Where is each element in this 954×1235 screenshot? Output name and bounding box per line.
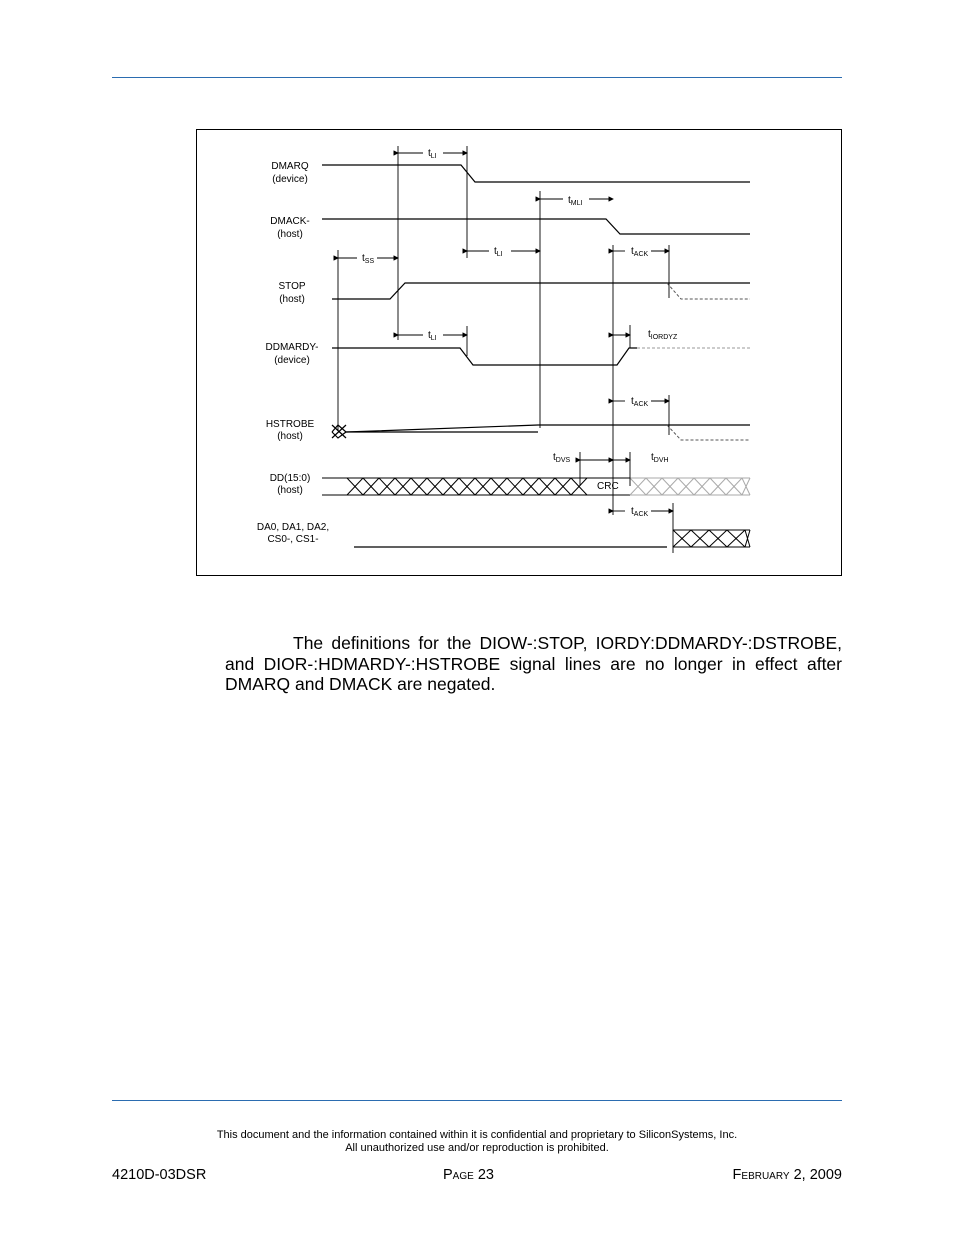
da-bus [673,530,750,547]
stop-wave [332,283,750,299]
dmarq-wave [322,165,750,182]
t-ack-label-1: $t_{ACK}$ [631,246,649,258]
page-indicator [443,1167,494,1183]
t-dvs-label: $t_{DVS}$ [553,452,571,464]
dmarq-owner: (device) [272,174,308,185]
da-owner: CS0-, CS1- [267,534,319,545]
hstrobe-wave-low [332,432,538,438]
confidential-line-2: All unauthorized use and/or reproduction is prohibited. [345,1142,609,1154]
t-ack-label-2: $t_{ACK}$ [631,396,649,408]
dd-owner: (host) [277,485,303,496]
t-li-label-3: $t_{LI}$ [428,330,437,342]
dmack-owner: (host) [277,229,303,240]
ddmardy-owner: (device) [274,355,310,366]
dd-bus [322,478,630,495]
timing-diagram-svg [197,130,843,577]
t-mli-label: $t_{MLI}$ [568,195,583,207]
t-iordyz-label: $t_{IORDYZ}$ [648,329,678,341]
dd-bus-hold [630,478,750,495]
t-dvh-label: $t_{DVH}$ [651,452,669,464]
stop-dashed-tail [667,283,750,299]
stop-label: STOP [278,281,306,292]
t-li-label-2: $t_{LI}$ [494,246,503,258]
note-text: The definitions for the DIOW-:STOP, IORDY:DDMARDY-:DSTROBE, and DIOR-:HDMARDY-:HSTROBE signal lines are no longer in effect after DMARQ and DMACK are negated. [225,633,842,694]
doc-date [733,1167,842,1183]
t-li-label-1: $t_{LI}$ [428,148,437,160]
page-number: 23 [477,1167,494,1183]
dmarq-label: DMARQ [271,161,309,172]
t-ss-label: $t_{SS}$ [362,253,375,265]
t-ack-label-3: $t_{ACK}$ [631,506,649,518]
date-month: February [732,1167,790,1183]
note-paragraph [225,633,842,695]
dmack-label: DMACK- [270,216,310,227]
timing-diagram [196,129,842,576]
confidential-line-1: This document and the information contained within it is confidential and proprietary to SiliconSystems, Inc. [216,1129,738,1141]
hstrobe-owner: (host) [277,431,303,442]
ddmardy-label: DDMARDY- [265,342,319,353]
stop-owner: (host) [279,294,305,305]
doc-number: 4210D-03DSR [112,1167,207,1183]
da-label: DA0, DA1, DA2, [256,522,330,533]
hstrobe-label: HSTROBE [265,419,315,430]
dmack-wave [322,219,750,234]
footer-rule [112,1100,842,1101]
hstrobe-wave-high [332,425,750,432]
hstrobe-dashed-tail [667,425,750,440]
date-rest: 2, 2009 [793,1167,842,1183]
ddmardy-wave [332,348,637,365]
page-word: Page [443,1167,474,1183]
header-rule [112,77,842,78]
crc-label: CRC [597,481,619,492]
dd-label: DD(15:0) [269,473,311,484]
